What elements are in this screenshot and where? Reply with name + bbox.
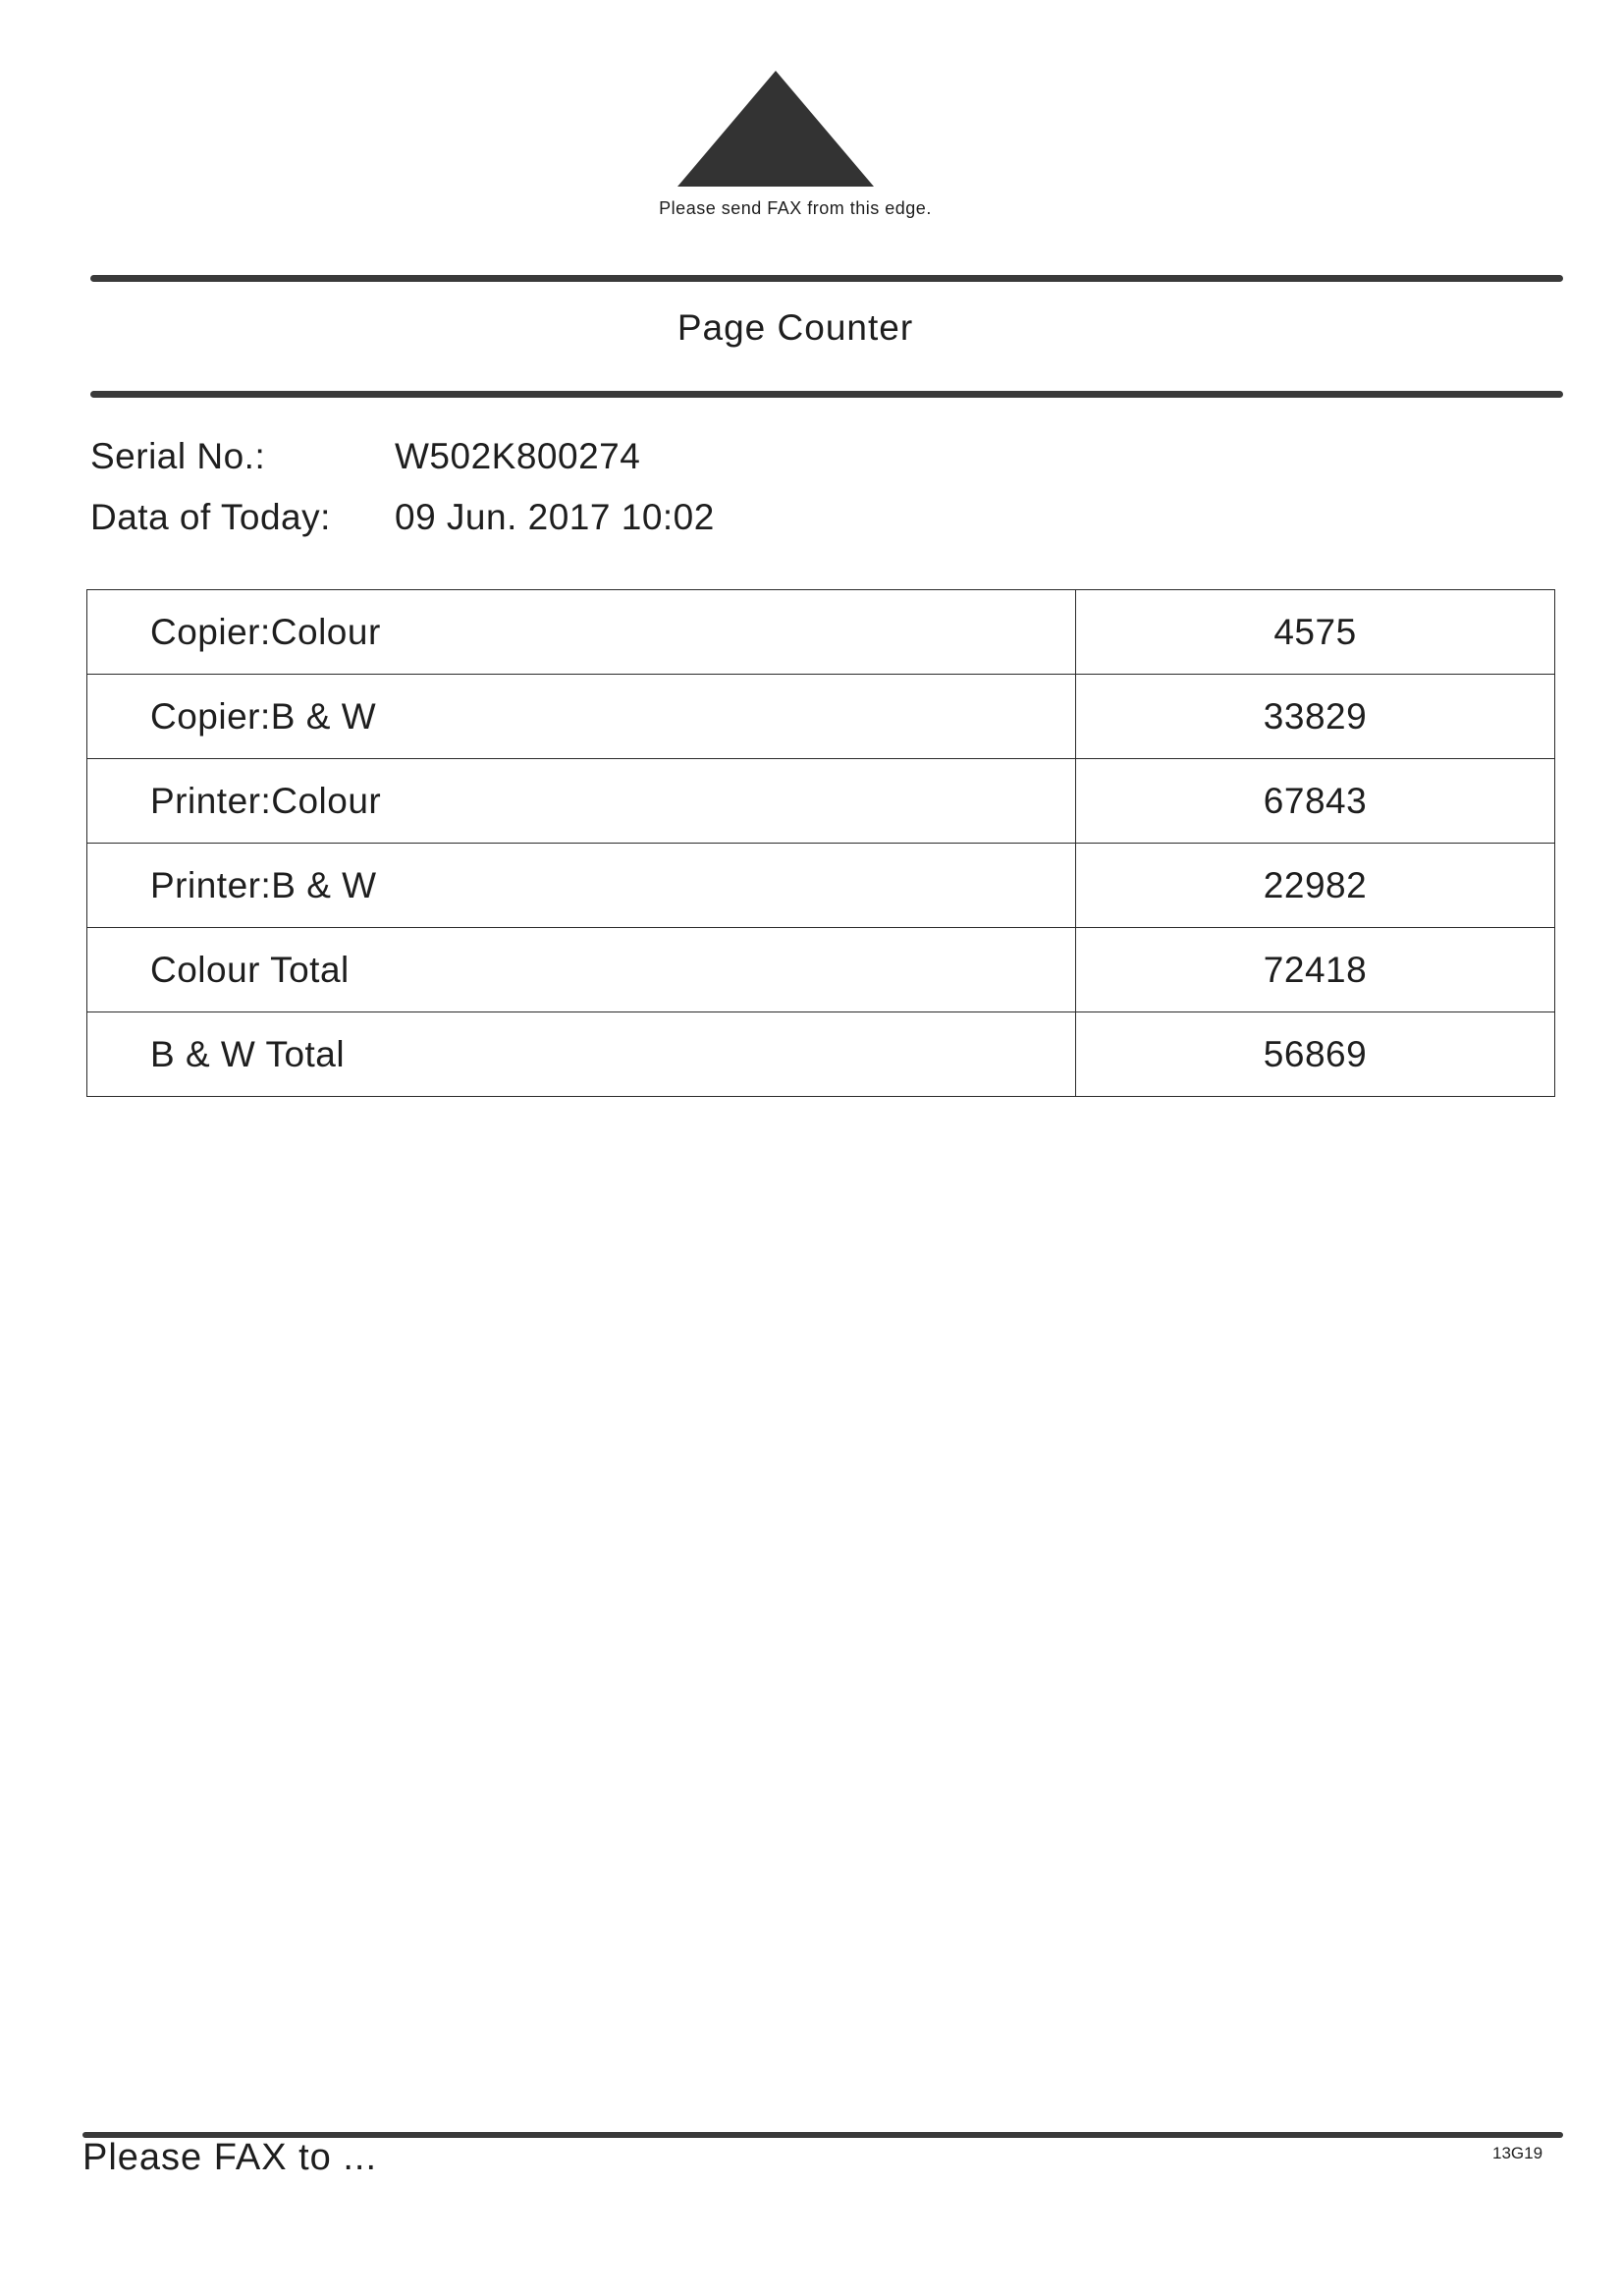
fax-edge-triangle-icon (677, 71, 874, 187)
counter-label: B & W Total (87, 1012, 1076, 1097)
date-row (90, 497, 715, 538)
top-divider (90, 275, 1563, 282)
table-row (87, 675, 1555, 759)
fax-edge-note: Please send FAX from this edge. (659, 198, 932, 218)
serial-label: Serial No.: (90, 436, 266, 476)
counter-value: 4575 (1076, 590, 1555, 675)
counter-label: Printer:B & W (87, 844, 1076, 928)
counter-value: 72418 (1076, 928, 1555, 1012)
table-row (87, 590, 1555, 675)
table-row (87, 844, 1555, 928)
serial-row (90, 436, 640, 477)
date-label: Data of Today: (90, 497, 331, 537)
fax-to-label: Please FAX to ... (82, 2137, 378, 2178)
counter-label: Colour Total (87, 928, 1076, 1012)
counter-value: 22982 (1076, 844, 1555, 928)
counter-label: Copier:B & W (87, 675, 1076, 759)
counter-label: Copier:Colour (87, 590, 1076, 675)
date-value: 09 Jun. 2017 10:02 (395, 497, 715, 537)
form-code: 13G19 (1492, 2144, 1543, 2162)
serial-value: W502K800274 (395, 436, 641, 476)
table-row (87, 928, 1555, 1012)
counter-table (86, 589, 1555, 1097)
counter-value: 56869 (1076, 1012, 1555, 1097)
counter-label: Printer:Colour (87, 759, 1076, 844)
table-row (87, 759, 1555, 844)
page-title: Page Counter (676, 307, 914, 348)
counter-value: 67843 (1076, 759, 1555, 844)
table-row (87, 1012, 1555, 1097)
counter-value: 33829 (1076, 675, 1555, 759)
title-divider (90, 391, 1563, 398)
